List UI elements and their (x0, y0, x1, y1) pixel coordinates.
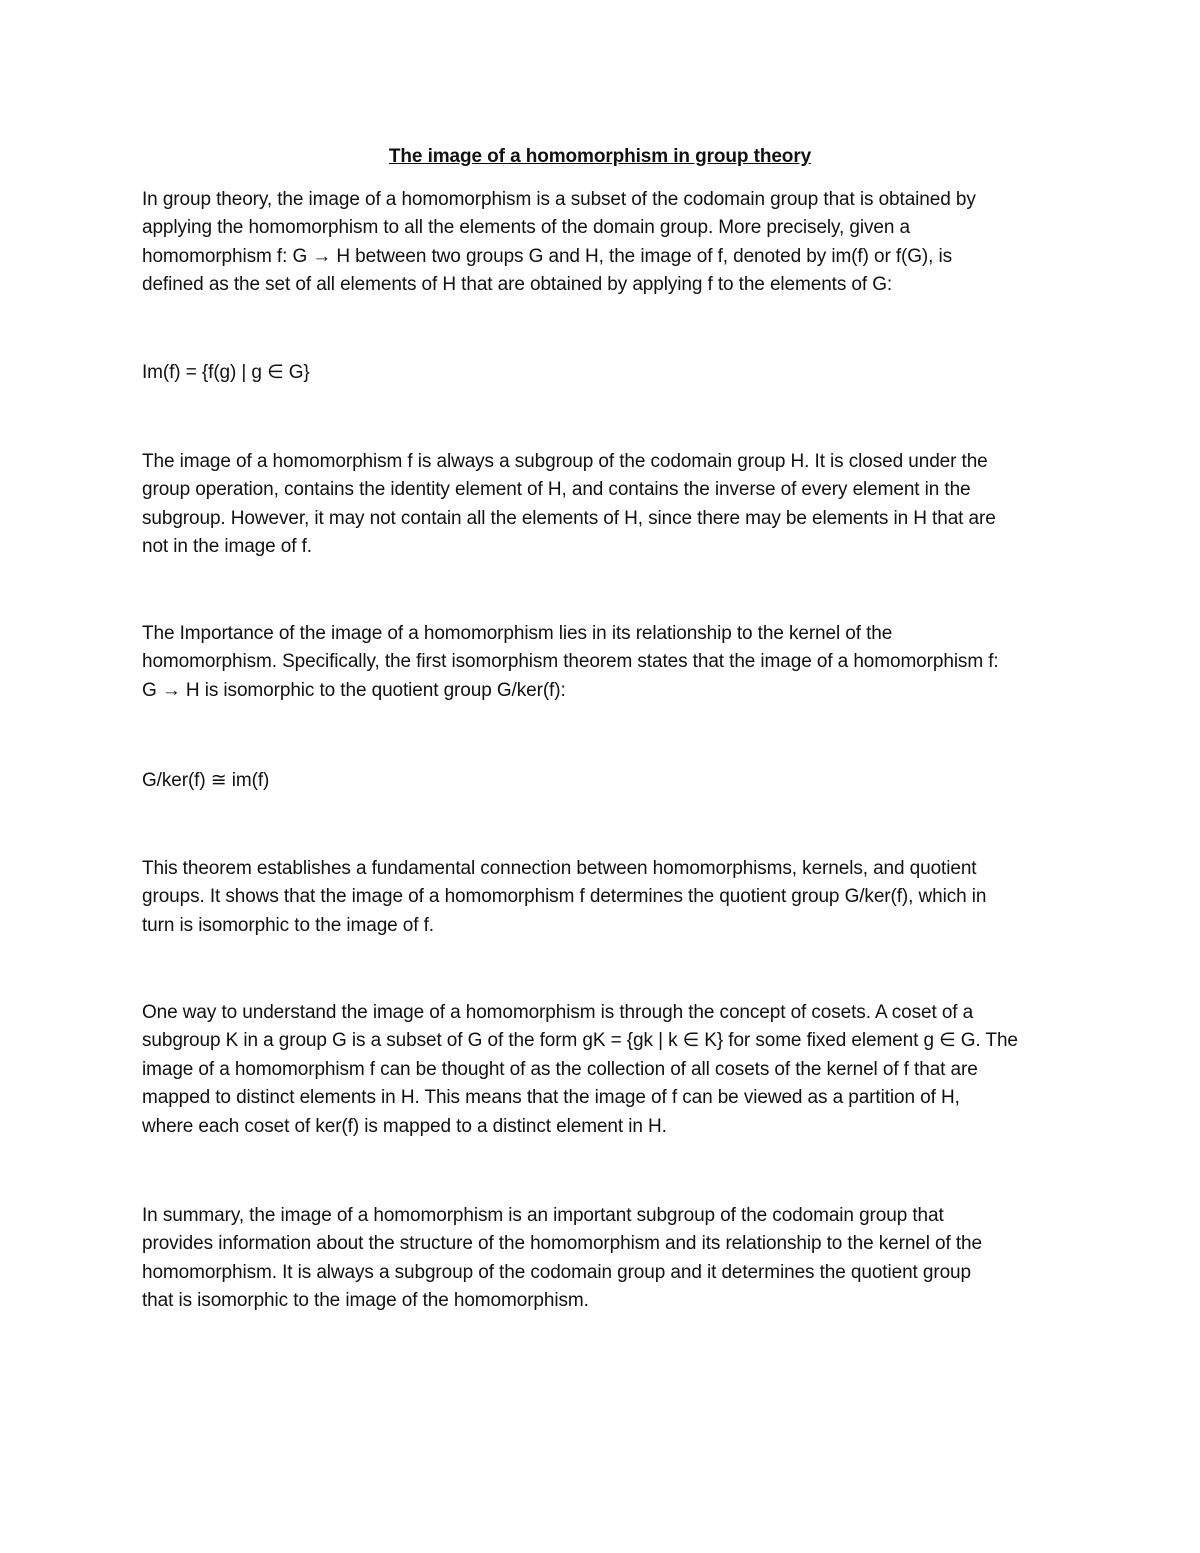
paragraph-subgroup (142, 448, 1062, 562)
paragraph-importance (142, 620, 1062, 705)
paragraph-line: applying the homomorphism to all the elements of the domain group. More precisely, given a (142, 217, 910, 239)
paragraph-line: homomorphism. It is always a subgroup of the codomain group and it determines the quotient group (142, 1261, 971, 1283)
paragraph-summary (142, 1202, 1062, 1316)
formula-line: Im(f) = {f(g) | g ∈ G} (142, 362, 310, 383)
paragraph-line: subgroup K in a group G is a subset of G of the form gK = {gk | k ∈ K} for some fixed element g ∈ G. The (142, 1030, 1018, 1052)
paragraph-line: In group theory, the image of a homomorphism is a subset of the codomain group that is obtained by (142, 189, 976, 210)
paragraph-line: groups. It shows that the image of a homomorphism f determines the quotient group G/ker(f), which in (142, 886, 987, 908)
paragraph-line: not in the image of f. (142, 536, 312, 558)
paragraph-line: G → H is isomorphic to the quotient group G/ker(f): (142, 679, 566, 701)
paragraph-line: One way to understand the image of a homomorphism is through the concept of cosets. A coset of a (142, 1002, 974, 1023)
paragraph-line: where each coset of ker(f) is mapped to a distinct element in H. (142, 1115, 667, 1137)
paragraph-line: turn is isomorphic to the image of f. (142, 914, 434, 936)
document-title: The image of a homomorphism in group theory (388, 146, 812, 167)
paragraph-line: group operation, contains the identity element of H, and contains the inverse of every element in the (142, 479, 971, 501)
formula-image-definition (142, 359, 1062, 387)
paragraph-line: that is isomorphic to the image of the homomorphism. (142, 1290, 589, 1312)
paragraph-intro (142, 186, 1062, 300)
paragraph-line: image of a homomorphism f can be thought of as the collection of all cosets of the kernel of f that are (142, 1058, 978, 1080)
paragraph-line: In summary, the image of a homomorphism is an important subgroup of the codomain group that (142, 1205, 944, 1226)
paragraph-line: This theorem establishes a fundamental connection between homomorphisms, kernels, and quotient (142, 858, 977, 879)
paragraph-theorem (142, 855, 1062, 940)
paragraph-line: homomorphism f: G → H between two groups G and H, the image of f, denoted by im(f) or f(G), is (142, 245, 953, 267)
paragraph-line: The Importance of the image of a homomorphism lies in its relationship to the kernel of the (142, 623, 893, 644)
paragraph-cosets (142, 999, 1062, 1141)
paragraph-line: subgroup. However, it may not contain all the elements of H, since there may be elements in H that are (142, 507, 996, 529)
paragraph-line: defined as the set of all elements of H that are obtained by applying f to the elements of G: (142, 274, 893, 296)
formula-isomorphism (142, 767, 1062, 795)
paragraph-line: mapped to distinct elements in H. This means that the image of f can be viewed as a partition of H, (142, 1087, 960, 1109)
paragraph-line: homomorphism. Specifically, the first isomorphism theorem states that the image of a homomorphism f: (142, 651, 999, 673)
paragraph-line: provides information about the structure of the homomorphism and its relationship to the kernel of the (142, 1233, 982, 1255)
formula-line: G/ker(f) ≅ im(f) (142, 770, 270, 791)
paragraph-line: The image of a homomorphism f is always a subgroup of the codomain group H. It is closed under the (142, 451, 988, 472)
